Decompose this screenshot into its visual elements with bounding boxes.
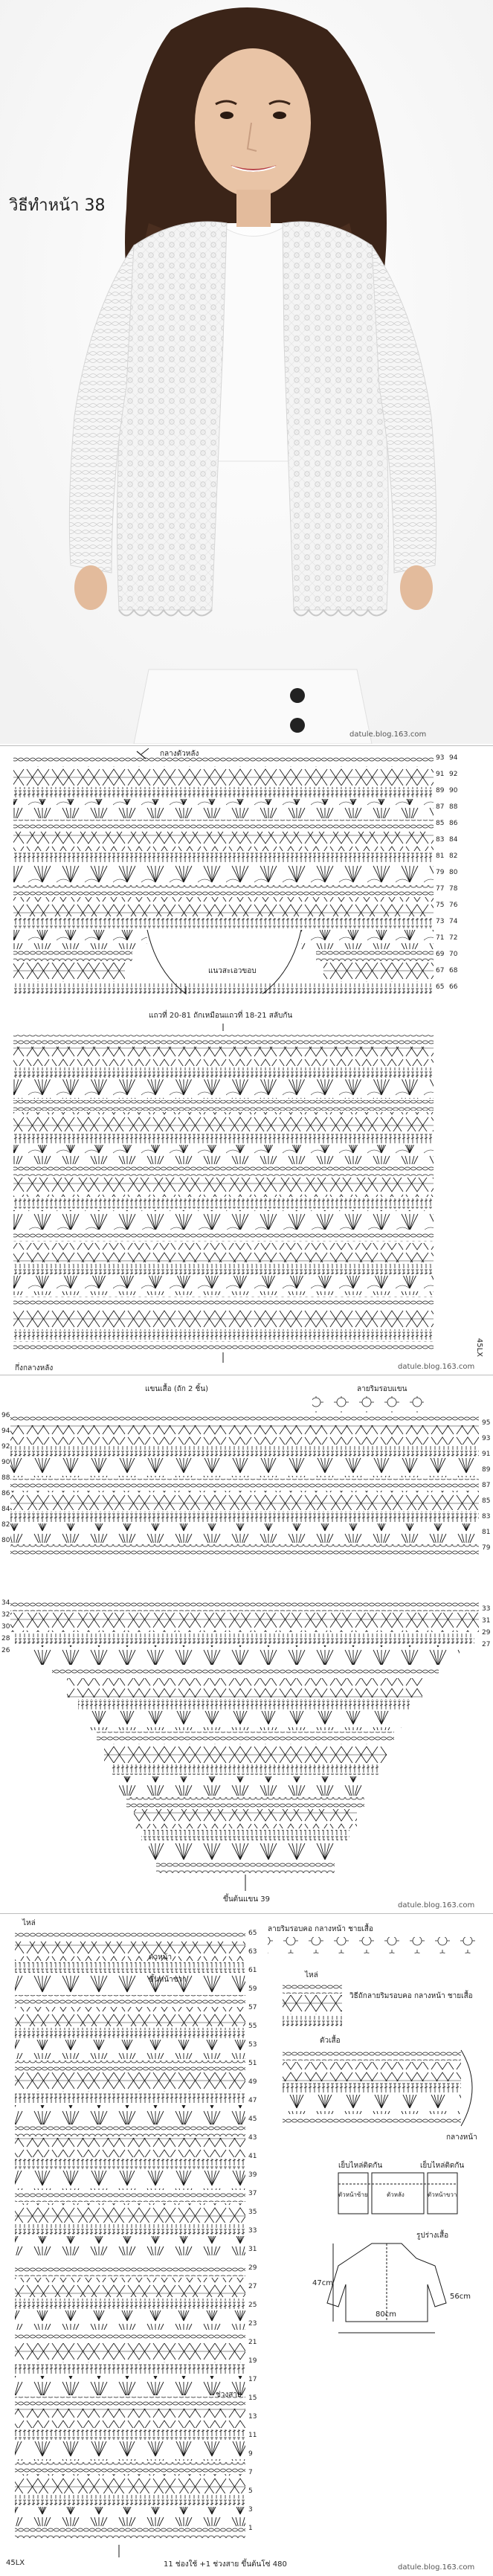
row-number: 15 [248,2394,257,2402]
row-number: 33 [482,1605,491,1613]
row-number: 21 [248,2339,257,2346]
label-shape: รูปร่างเสื้อ [416,2232,449,2240]
row-number: 85 [436,820,445,827]
label-sew-right: เย็บไหล่ติดกัน [420,2162,465,2170]
row-number: 88 [449,803,458,811]
row-number: 79 [482,1544,491,1552]
row-number: 74 [449,918,458,925]
front-chart [0,1916,493,2576]
row-number: 92 [1,1443,10,1451]
row-number: 1 [248,2525,253,2532]
row-number: 34 [1,1599,10,1607]
label-shoulder: ไหล่ [22,1919,36,1927]
row-number: 31 [482,1617,491,1625]
row-number: 86 [1,1490,10,1497]
row-number: 78 [449,885,458,893]
watermark: datule.blog.163.com [398,2563,475,2572]
row-number: 83 [436,836,445,844]
label-gap: ช่วงสาย [216,2391,242,2399]
crochet-diagram-front [0,1916,493,2576]
label-shoulder-border: ลายริมรอบแขน [357,1385,407,1393]
row-number: 89 [482,1466,491,1474]
row-number: 90 [449,787,458,794]
row-number: 13 [248,2413,257,2421]
row-number: 55 [248,2023,257,2030]
row-number: 94 [1,1427,10,1435]
row-number: 77 [436,885,445,893]
row-number: 87 [436,803,445,811]
row-number: 47 [248,2097,257,2104]
row-number: 27 [482,1641,491,1648]
row-number: 28 [1,1635,10,1642]
row-number: 41 [248,2153,257,2160]
caption: ขึ้นต้นแขน 39 [223,1895,271,1904]
label-how: วิธีถักลายริมรอบคอ กลางหน้า ชายเสื้อ [349,1992,473,2000]
row-number: 59 [248,1985,257,1993]
row-number: 92 [449,771,458,778]
row-number: 90 [1,1459,10,1466]
label-border: ลายริมรอบคอ กลางหน้า ชายเสื้อ [268,1925,373,1933]
row-number: 26 [1,1647,10,1654]
divider [0,745,493,746]
label-front: ตัวหน้า [149,1953,173,1962]
row-number: 80 [1,1537,10,1544]
row-number: 85 [482,1497,491,1505]
row-number: 72 [449,934,458,942]
row-number: 84 [449,836,458,844]
row-number: 69 [436,951,445,958]
row-number: 51 [248,2060,257,2067]
row-number: 27 [248,2283,257,2290]
row-number: 81 [482,1529,491,1536]
dim-length: 47cm [312,2279,333,2287]
row-number: 71 [436,934,445,942]
label-back-center-bottom: กึ่งกลางหลัง [15,1364,54,1372]
row-number: 68 [449,967,458,974]
row-number: 65 [436,983,445,991]
row-number: 3 [248,2506,253,2514]
label-back-center: กลางตัวหลัง [160,750,199,758]
row-number: 73 [436,918,445,925]
row-number: 11 [248,2432,257,2439]
row-number: 70 [449,951,458,958]
label-sew-left: เย็บไหล่ติดกัน [338,2162,383,2170]
label-body: ตัวเสื้อ [320,2037,341,2045]
row-number: 94 [449,754,458,762]
row-number: 75 [436,902,445,909]
row-number: 82 [1,1521,10,1529]
row-number: 79 [436,869,445,876]
row-number: 23 [248,2320,257,2328]
row-number: 66 [449,983,458,991]
row-number: 37 [248,2190,257,2197]
label-front-center: กลางหน้า [446,2133,477,2142]
row-number: 82 [449,852,458,860]
row-number: 67 [436,967,445,974]
crochet-diagram-sleeve [0,1378,493,1912]
row-number: 29 [482,1629,491,1637]
row-number: 87 [482,1482,491,1489]
watermark: datule.blog.163.com [398,1901,475,1909]
label-armhole: แนวสะเอวขอบ [208,967,257,975]
row-number: 80 [449,869,458,876]
row-number: 29 [248,2264,257,2272]
row-number: 43 [248,2134,257,2142]
row-number: 81 [436,852,445,860]
row-number: 93 [482,1435,491,1442]
label-body-back: ตัวหลัง [387,2191,405,2198]
watermark: datule.blog.163.com [349,730,427,739]
row-number: 91 [436,771,445,778]
label-body-front-right: ตัวหน้าขวา [428,2191,457,2198]
row-number: 31 [248,2246,257,2253]
side-code: 45LX [475,1337,484,1358]
pattern-note: แถวที่ 20-81 ถักเหมือนแถวที่ 18-21 สลับกัน [149,1012,293,1020]
row-number: 76 [449,902,458,909]
row-number: 86 [449,820,458,827]
row-number: 95 [482,1419,491,1427]
model-photo [0,0,493,744]
row-number: 9 [248,2450,253,2458]
row-number: 25 [248,2302,257,2309]
row-number: 91 [482,1451,491,1458]
row-number: 96 [1,1412,10,1419]
row-number: 89 [436,787,445,794]
row-number: 61 [248,1967,257,1974]
row-number: 19 [248,2357,257,2365]
row-number: 39 [248,2171,257,2179]
photo-section [0,0,493,744]
row-number: 84 [1,1506,10,1513]
watermark: datule.blog.163.com [398,1363,475,1371]
row-number: 93 [436,754,445,762]
row-number: 83 [482,1513,491,1520]
row-number: 63 [248,1948,257,1956]
back-body-chart [0,748,493,1373]
row-number: 32 [1,1611,10,1619]
row-number: 88 [1,1474,10,1482]
row-number: 33 [248,2227,257,2235]
caption: 11 ช่องใช้ +1 ช่วงสาย ขึ้นต้นโซ่ 480 [164,2560,287,2569]
row-number: 57 [248,2004,257,2011]
label-sleeve: แขนเสื้อ (ถัก 2 ชิ้น) [145,1385,209,1393]
row-number: 30 [1,1623,10,1631]
row-number: 65 [248,1930,257,1937]
row-number: 5 [248,2487,253,2495]
sleeve-chart [0,1378,493,1912]
footer-code: 45LX [6,2559,25,2567]
dim-width: 80cm [376,2310,396,2319]
page-title: วิธีทำหน้า 38 [9,196,106,215]
label-body-front-left: ตัวหน้าซ้าย [338,2191,368,2198]
divider [0,1913,493,1914]
row-number: 7 [248,2469,253,2476]
crochet-diagram-back [0,748,493,1373]
row-number: 35 [248,2209,257,2216]
row-number: 17 [248,2376,257,2383]
label-front-right: ขึ้นหน้าขวา [149,1976,187,1984]
row-number: 53 [248,2041,257,2049]
row-number: 49 [248,2078,257,2086]
label-shoulder-2: ไหล่ [305,1971,318,1979]
dim-sleeve: 56cm [450,2293,471,2301]
row-number: 45 [248,2116,257,2123]
